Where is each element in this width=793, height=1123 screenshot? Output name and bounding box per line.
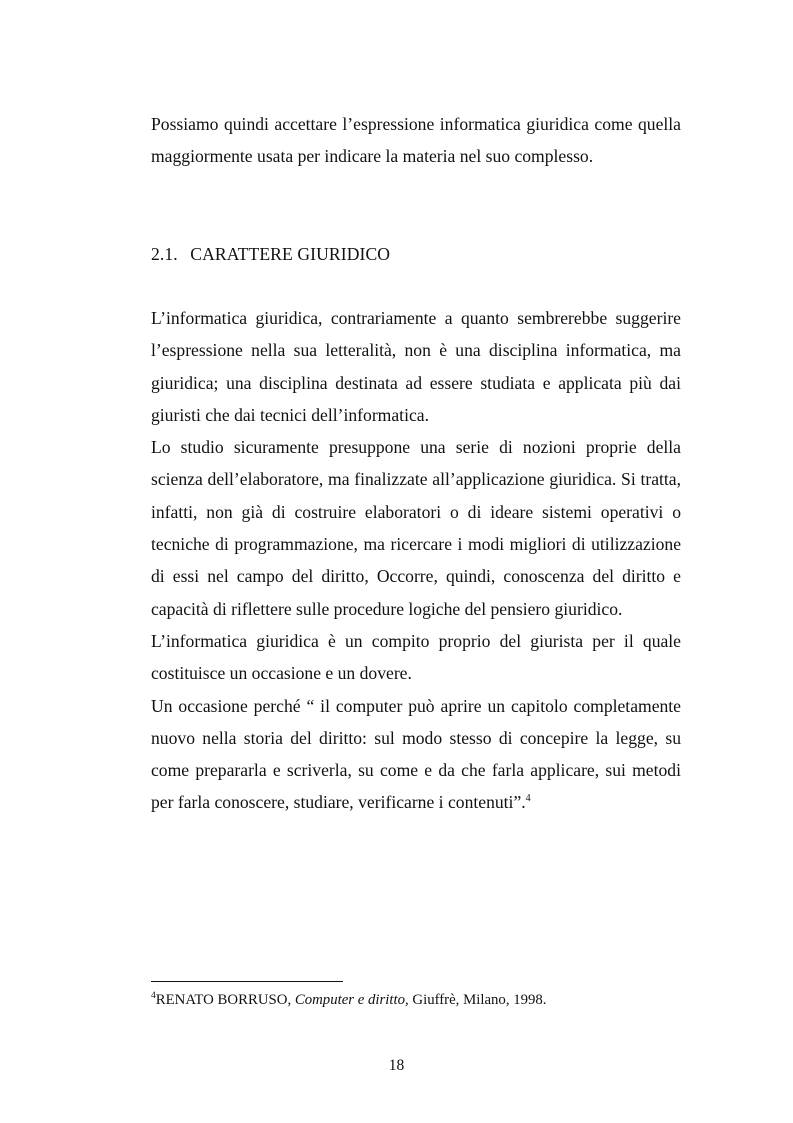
footnote-mark: 4 xyxy=(151,991,156,1002)
body-paragraph-1: L’informatica giuridica, contrariamente a quanto sembrerebbe suggerire l’espressione nella sua letteralità, non è una disciplina informatica, ma giuridica; una disciplina destinata ad essere studiata e applicata più dai giuristi che dai tecnici dell’informatica. xyxy=(151,308,681,425)
body-paragraph-4 xyxy=(151,690,681,819)
footnote-publication: , Giuffrè, Milano, 1998. xyxy=(405,992,547,1008)
footnote xyxy=(151,990,547,1010)
body-paragraph-4-text: Un occasione perché “ il computer può aprire un capitolo completamente nuovo nella storia del diritto: sul modo stesso di concepire la legge, su come prepararla e scriverla, su come e da che farla applicare, sui metodi per farla conoscere, studiare, verificarne i contenuti”. xyxy=(151,695,681,813)
body-paragraph-2: Lo studio sicuramente presuppone una serie di nozioni proprie della scienza dell’elaboratore, ma finalizzate all’applicazione giuridica. Si tratta, infatti, non già di costruire elaboratori o di ideare sistemi operativi o tecniche di programmazione, ma ricercare i modi migliori di utilizzazione di essi nel campo del diritto, Occorre, quindi, conoscenza del diritto e capacità di riflettere sulle procedure logiche del pensiero giuridico. xyxy=(151,437,681,619)
section-heading xyxy=(151,240,390,268)
footnote-reference[interactable]: 4 xyxy=(525,793,531,805)
footnote-title: Computer e diritto xyxy=(294,992,405,1008)
body-paragraph-3: L’informatica giuridica è un compito proprio del giurista per il quale costituisce un occasione e un dovere. xyxy=(151,630,681,684)
section-title: CARATTERE GIURIDICO xyxy=(190,244,391,264)
footnote-author: RENATO BORRUSO, xyxy=(155,992,295,1008)
footnote-separator xyxy=(151,981,343,982)
intro-paragraph: Possiamo quindi accettare l’espressione informatica giuridica come quella maggiormente usata per indicare la materia nel suo complesso. xyxy=(151,114,681,167)
section-number: 2.1. xyxy=(151,244,178,264)
page-number: 18 xyxy=(388,1057,405,1074)
section-body xyxy=(151,302,681,819)
